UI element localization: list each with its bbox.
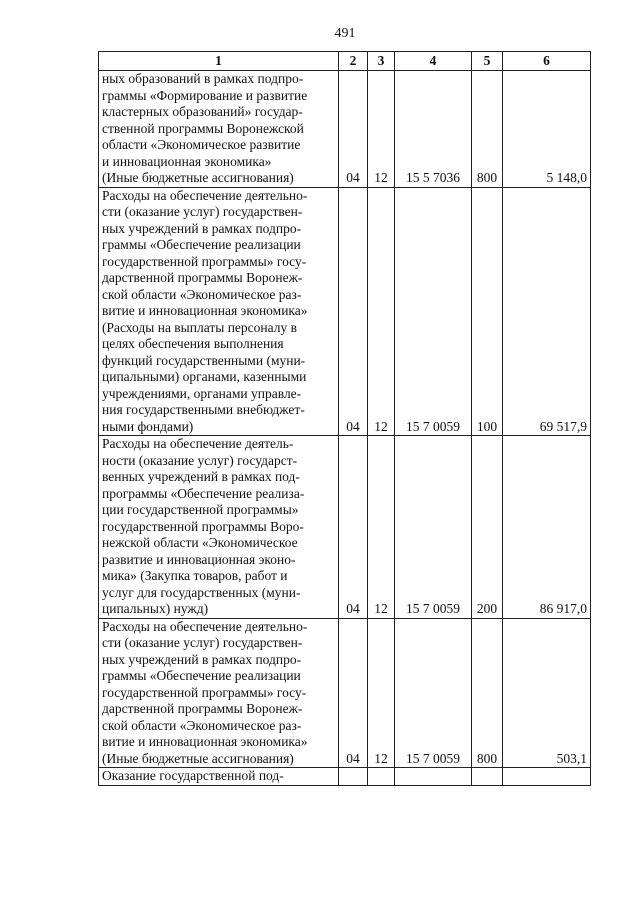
description-line: (Расходы на выплаты персоналу в [102,319,297,335]
description-line: ципальных) нужд) [102,601,209,616]
expense-type-code: 800 [472,618,503,768]
row-description [99,436,339,619]
section-code: 04 [339,71,368,188]
description-line: ции государственной программы» [102,502,299,517]
description-line: витие и инновационная экономика» [102,303,308,318]
subsection-code: 12 [368,436,395,619]
table-row-partial [99,768,591,786]
row-description [99,187,339,436]
description-line: кластерных образований» государ- [102,104,303,119]
table-header-row [99,52,591,71]
expense-type-code: 800 [472,71,503,188]
description-line: Расходы на обеспечение деятель- [102,436,294,451]
description-line: функций государственными (муни- [102,352,306,368]
description-line: граммы «Обеспечение реализации [102,237,301,252]
description-line: граммы «Формирование и развитие [102,87,308,103]
subsection-code: 12 [368,71,395,188]
subsection-code: 12 [368,187,395,436]
description-line: государственной программы» госу- [102,253,307,269]
budget-table [98,51,591,786]
column-header-3: 3 [368,52,395,71]
row-description [99,768,339,786]
description-line: Расходы на обеспечение деятельно- [102,187,308,203]
description-line: мика» (Закупка товаров, работ и [102,568,288,583]
description-line: Расходы на обеспечение деятельно- [102,618,308,634]
empty-cell [395,768,472,786]
amount: 5 148,0 [503,71,591,188]
description-line: ными фондами) [102,418,194,434]
target-article-code: 15 5 7036 [395,71,472,188]
description-line: программы «Обеспечение реализа- [102,485,305,501]
empty-cell [368,768,395,786]
description-line: услуг для государственных (муни- [102,584,301,600]
description-line: ных учреждений в рамках подпро- [102,651,302,667]
description-line: венных учреждений в рамках под- [102,469,300,484]
amount: 86 917,0 [503,436,591,619]
table-row [99,618,591,768]
column-header-4: 4 [395,52,472,71]
section-code: 04 [339,436,368,619]
empty-cell [339,768,368,786]
description-line: ных образований в рамках подпро- [102,71,304,86]
amount: 69 517,9 [503,187,591,436]
table-row [99,71,591,188]
description-line: развитие и инновационная эконо- [102,551,296,567]
page-number: 491 [334,26,356,41]
row-description [99,618,339,768]
expense-type-code: 100 [472,187,503,436]
description-line: ных учреждений в рамках подпро- [102,220,302,236]
description-line: сти (оказание услуг) государствен- [102,635,303,650]
empty-cell [503,768,591,786]
description-line: сти (оказание услуг) государствен- [102,204,303,219]
column-header-6: 6 [503,52,591,71]
empty-cell [472,768,503,786]
description-line: целях обеспечения выполнения [102,336,284,351]
section-code: 04 [339,187,368,436]
description-line: ственной программы Воронежской [102,120,304,136]
section-code: 04 [339,618,368,768]
description-line: дарственной программы Воронеж- [102,701,303,716]
row-description [99,71,339,188]
column-header-1: 1 [99,52,339,71]
description-line: государственной программы Воро- [102,518,304,534]
column-header-2: 2 [339,52,368,71]
amount: 503,1 [503,618,591,768]
description-line: нежской области «Экономическое [102,535,298,550]
description-line: (Иные бюджетные ассигнования) [102,750,294,766]
table-row [99,436,591,619]
table-row [99,187,591,436]
description-line: и инновационная экономика» [102,153,272,169]
description-line: государственной программы» госу- [102,684,307,700]
description-line: ской области «Экономическое раз- [102,717,302,733]
column-header-5: 5 [472,52,503,71]
description-line: граммы «Обеспечение реализации [102,668,301,683]
description-line: (Иные бюджетные ассигнования) [102,170,294,185]
description-line: дарственной программы Воронеж- [102,270,303,285]
subsection-code: 12 [368,618,395,768]
description-line: ности (оказание услуг) государст- [102,452,298,468]
description-line: ципальными) органами, казенными [102,369,307,384]
description-line: витие и инновационная экономика» [102,734,308,749]
description-line: учреждениями, органами управле- [102,385,302,401]
description-line: области «Экономическое развитие [102,137,301,152]
expense-type-code: 200 [472,436,503,619]
target-article-code: 15 7 0059 [395,618,472,768]
description-line: Оказание государственной под- [102,768,284,783]
description-line: ния государственными внебюджет- [102,402,305,417]
description-line: ской области «Экономическое раз- [102,286,302,302]
target-article-code: 15 7 0059 [395,436,472,619]
target-article-code: 15 7 0059 [395,187,472,436]
